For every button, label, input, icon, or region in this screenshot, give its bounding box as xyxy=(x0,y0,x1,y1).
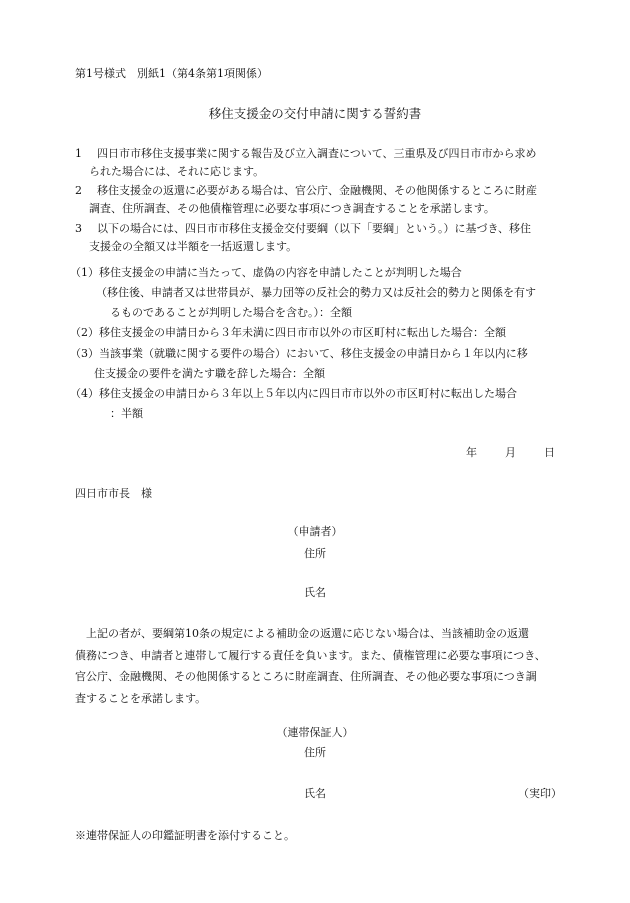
paragraph-line: 官公庁、金融機関、その他関係するところに財産調査、住所調査、その他必要な事項につき調 xyxy=(75,670,537,683)
clause-text-line: 移住支援金の返還に必要がある場合は、官公庁、金融機関、その他関係するところに財産 xyxy=(97,184,537,197)
guarantor-name-label: 氏名 xyxy=(304,787,326,800)
guarantor-heading: （連帯保証人） xyxy=(276,726,354,739)
clause-text-line: られた場合には、それに応じます。 xyxy=(89,165,265,178)
condition-text-line: （3）当該事業（就職に関する要件の場合）において、移住支援金の申請日から１年以内に移 xyxy=(70,347,528,360)
document-title: 移住支援金の交付申請に関する誓約書 xyxy=(208,106,422,121)
applicant-heading: （申請者） xyxy=(287,525,343,538)
condition-item-1 xyxy=(70,263,565,323)
month-label: 月 xyxy=(505,446,516,459)
applicant-name-label: 氏名 xyxy=(304,586,326,599)
clause-number: 3 xyxy=(75,222,82,235)
date-row xyxy=(466,445,555,461)
clause-number: 1 xyxy=(75,147,82,160)
clause-text-line: 四日市市移住支援事業に関する報告及び立入調査について、三重県及び四日市市から求め xyxy=(97,147,537,160)
addressee: 四日市市長 様 xyxy=(75,487,152,500)
condition-item-4 xyxy=(70,384,565,424)
year-label: 年 xyxy=(466,446,477,459)
clause-number: 2 xyxy=(75,184,82,197)
condition-text-line: （2）移住支援金の申請日から３年未満に四日市市以外の市区町村に転出した場合：全額 xyxy=(70,326,506,339)
condition-text-line: 住支援金の要件を満たす職を辞した場合：全額 xyxy=(94,367,325,380)
clause-text-line: 調査、住所調査、その他債権管理に必要な事項につき調査することを承諾します。 xyxy=(89,202,495,215)
seal-label: （実印） xyxy=(518,787,562,800)
paragraph-line: 査することを承諾します。 xyxy=(75,691,207,705)
condition-item-3 xyxy=(70,344,565,384)
applicant-address-label: 住所 xyxy=(304,547,326,560)
guarantor-address-label: 住所 xyxy=(304,746,326,759)
paragraph-line: 上記の者が、要綱第10条の規定による補助金の返還に応じない場合は、当該補助金の返還 xyxy=(86,627,529,640)
clause-text-line: 以下の場合には、四日市市移住支援金交付要綱（以下「要綱」という。）に基づき、移住 xyxy=(97,222,532,235)
condition-item-2 xyxy=(70,323,565,343)
condition-text-line: （4）移住支援金の申請日から３年以上５年以内に四日市市以外の市区町村に転出した場合 xyxy=(70,387,517,400)
condition-text-line: るものであることが判明した場合を含む。）：全額 xyxy=(110,306,352,319)
form-label: 第1号様式 別紙1（第4条第1項関係） xyxy=(75,67,268,80)
clause-text-line: 支援金の全額又は半額を一括返還します。 xyxy=(89,240,298,253)
paragraph-line: 債務につき、申請者と連帯して履行する責任を負います。また、債権管理に必要な事項につき、 xyxy=(75,648,546,662)
condition-text-line: （1）移住支援金の申請に当たって、虚偽の内容を申請したことが判明した場合 xyxy=(70,266,462,279)
condition-text-line: ：半額 xyxy=(110,407,143,420)
day-label: 日 xyxy=(544,446,555,459)
condition-text-line: （移住後、申請者又は世帯員が、暴力団等の反社会的勢力又は反社会的勢力と関係を有す xyxy=(96,286,536,299)
guarantee-paragraph xyxy=(75,623,560,709)
attachment-note: ※連帯保証人の印鑑証明書を添付すること。 xyxy=(75,829,295,842)
